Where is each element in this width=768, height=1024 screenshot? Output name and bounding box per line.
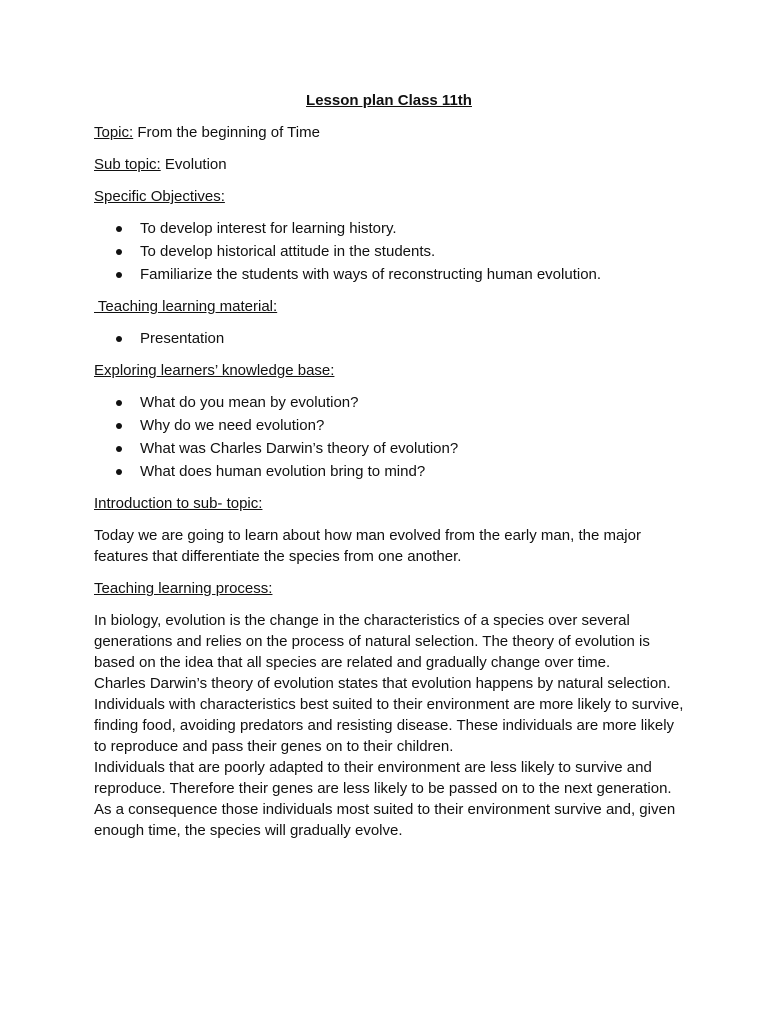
process-heading: Teaching learning process: bbox=[94, 580, 273, 597]
page-title: Lesson plan Class 11th bbox=[306, 92, 472, 109]
process-paragraph: In biology, evolution is the change in the characteristics of a species over several generations and relies on the process of natural selection. The theory of evolution is based on the idea that all species are related and gradually change over time. bbox=[94, 612, 650, 671]
list-item: Why do we need evolution? bbox=[140, 415, 684, 436]
process-paragraph: Individuals with characteristics best suited to their environment are more likely to survive, finding food, avoiding predators and resisting disease. These individuals are more likely to reproduce and pass their genes on to their children. bbox=[94, 696, 684, 755]
subtopic-label: Sub topic: bbox=[94, 156, 161, 173]
process-paragraph: As a consequence those individuals most suited to their environment survive and, given enough time, the species will gradually evolve. bbox=[94, 801, 676, 839]
material-list bbox=[94, 328, 684, 349]
topic-label: Topic: bbox=[94, 124, 134, 141]
material-heading: Teaching learning material: bbox=[94, 298, 278, 315]
introduction-heading: Introduction to sub- topic: bbox=[94, 495, 263, 512]
introduction-text: Today we are going to learn about how man evolved from the early man, the major features that differentiate the species from one another. bbox=[94, 527, 641, 565]
list-item: What do you mean by evolution? bbox=[140, 392, 684, 413]
objectives-list bbox=[94, 218, 684, 285]
subtopic-line bbox=[94, 154, 684, 175]
objectives-heading: Specific Objectives: bbox=[94, 188, 225, 205]
list-item: Presentation bbox=[140, 328, 684, 349]
topic-line bbox=[94, 122, 684, 143]
list-item: To develop historical attitude in the students. bbox=[140, 241, 684, 262]
list-item: To develop interest for learning history. bbox=[140, 218, 684, 239]
document-page bbox=[94, 90, 684, 841]
knowledge-heading: Exploring learners’ knowledge base: bbox=[94, 362, 335, 379]
list-item: What does human evolution bring to mind? bbox=[140, 461, 684, 482]
process-paragraph: Charles Darwin’s theory of evolution states that evolution happens by natural selection. bbox=[94, 675, 671, 692]
subtopic-value: Evolution bbox=[160, 156, 227, 173]
list-item: What was Charles Darwin’s theory of evolution? bbox=[140, 438, 684, 459]
knowledge-list bbox=[94, 392, 684, 482]
topic-value: From the beginning of Time bbox=[133, 124, 320, 141]
process-body bbox=[94, 610, 684, 841]
process-paragraph: Individuals that are poorly adapted to their environment are less likely to survive and reproduce. Therefore their genes are less likely to be passed on to the next generation. bbox=[94, 759, 672, 797]
list-item: Familiarize the students with ways of reconstructing human evolution. bbox=[140, 264, 684, 285]
